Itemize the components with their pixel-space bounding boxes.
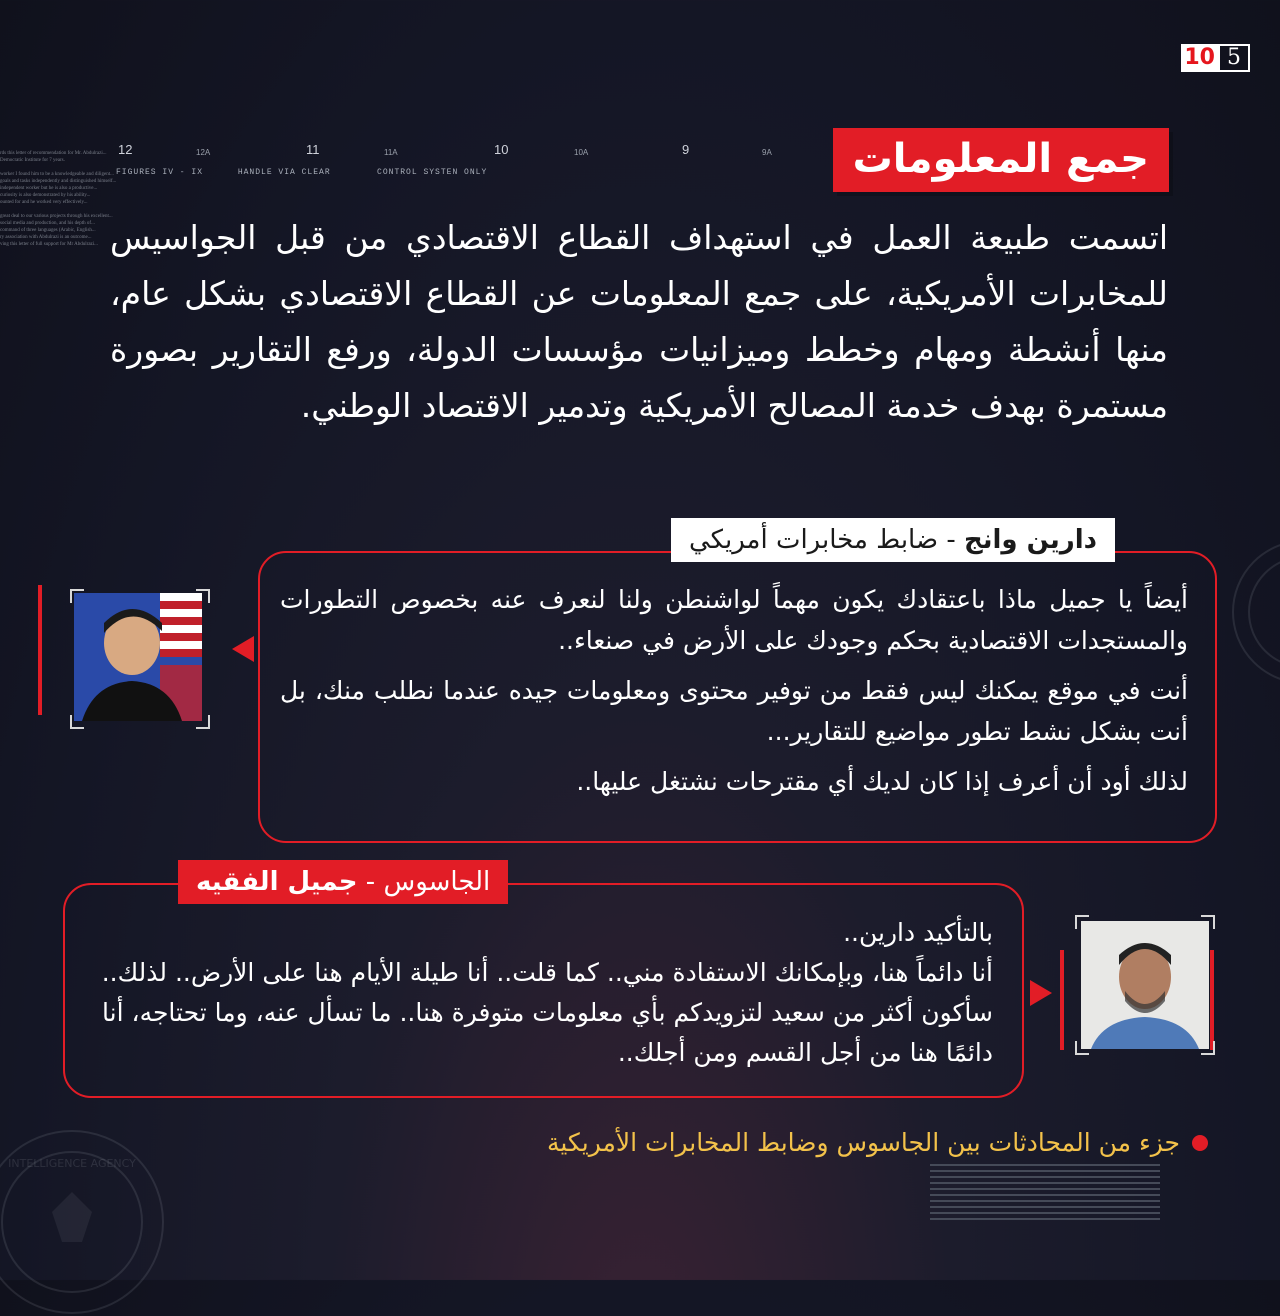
officer-name: دارين وانج (963, 525, 1097, 555)
spy-portrait-icon (1081, 921, 1209, 1049)
ruler-mark: 11 (306, 142, 320, 157)
background-document-lines (930, 1160, 1160, 1240)
bubble-pointer-icon (1030, 980, 1052, 1006)
cia-seal-watermark (0, 1130, 164, 1314)
ruler-mark: 12A (196, 148, 211, 157)
caption (547, 1128, 1208, 1157)
logo-part-1: 10 (1181, 44, 1218, 72)
officer-paragraph: لذلك أود أن أعرف إذا كان لديك أي مقترحات نشتغل عليها.. (576, 767, 1188, 796)
document-ruler (110, 142, 790, 162)
officer-portrait-icon (74, 593, 202, 721)
ruler-mark: 11A (384, 148, 398, 157)
spy-line: بالتأكيد دارين.. (843, 918, 993, 947)
photo-accent-bar (38, 585, 42, 715)
officer-message-text (280, 579, 1188, 811)
spy-name: جميل الفقيه (196, 867, 358, 897)
logo-part-2: 5 (1218, 44, 1250, 72)
cia-seal-icon (0, 1132, 162, 1312)
spy-label (178, 860, 508, 904)
spy-role: الجاسوس (383, 867, 491, 897)
ruler-mark: 10 (494, 142, 509, 157)
page-title: جمع المعلومات (833, 128, 1169, 192)
bullet-dot-icon (1192, 1135, 1208, 1151)
seal-text: INTELLIGENCE AGENCY (8, 1157, 136, 1170)
officer-label (671, 518, 1115, 562)
ruler-mark: 12 (118, 142, 133, 157)
spy-line: أنا دائماً هنا، وبإمكانك الاستفادة مني.. كما قلت.. أنا طيلة الأيام هنا على الأرض.. لذلك.. سأكون أكثر من سعيد لتزويدكم بأي معلومات متوفرة هنا.. ما تسأل عنه، وما تحتاجه، أنا دائمًا هنا من أجل القسم ومن أجلك.. (101, 958, 993, 1067)
officer-photo (70, 589, 210, 729)
bubble-pointer-icon (232, 636, 254, 662)
officer-paragraph: أيضاً يا جميل ماذا باعتقادك يكون مهماً لواشنطن ولنا لنعرف عنه بخصوص التطورات والمستجدات الاقتصادية بحكم وجودك على الأرض في صنعاء.. (280, 585, 1188, 655)
ruler-mark: 9 (682, 142, 690, 157)
label-separator: - (938, 525, 964, 555)
brand-logo (1181, 44, 1250, 72)
officer-role: ضابط مخابرات أمريكي (688, 525, 939, 555)
intro-paragraph: اتسمت طبيعة العمل في استهداف القطاع الاقتصادي من قبل الجواسيس للمخابرات الأمريكية، على جمع المعلومات عن القطاع الاقتصادي بشكل عام، منها أنشطة ومهام وخطط وميزانيات مؤسسات الدولة، ورفع التقارير بصورة مستمرة بهدف خدمة المصالح الأمريكية وتدمير الاقتصاد الوطني. (110, 218, 1168, 425)
officer-paragraph: أنت في موقع يمكنك ليس فقط من توفير محتوى ومعلومات جيده عندما نطلب منك، بل أنت بشكل نشط تطور مواضيع للتقارير... (280, 676, 1188, 746)
label-separator: - (357, 867, 384, 897)
mossad-seal-watermark (1232, 540, 1280, 684)
background-document-text: rds this letter of recommendation for Mr. Abdulrazi... Democratic Institute for 7 years. worker I found him to be a knowledgeable and diligent... goals and tasks independently and distinguished himself... independent worker but he is also a productive... curiosity is also demonstrated by his ability... ounted for and he worked very effectively... great deal to our various projects through his excellent... social media and production, and his depth of... command of three languages (Arabic, English... ry association with Abdulrazi is an outcome... ving this letter of full support for Mr Abdulrazi... (0, 151, 117, 247)
ruler-mark: 10A (574, 148, 589, 157)
spy-photo (1075, 915, 1215, 1055)
document-header-line: FIGURES IV - IX HANDLE VIA CLEAR CONTROL SYSTEN ONLY (116, 168, 488, 177)
ruler-mark: 9A (762, 148, 772, 157)
caption-text: جزء من المحادثات بين الجاسوس وضابط المخابرات الأمريكية (546, 1128, 1180, 1157)
spy-message-text (85, 913, 993, 1073)
photo-accent-bar (1060, 950, 1064, 1050)
seal-emblem-icon (1234, 542, 1280, 682)
